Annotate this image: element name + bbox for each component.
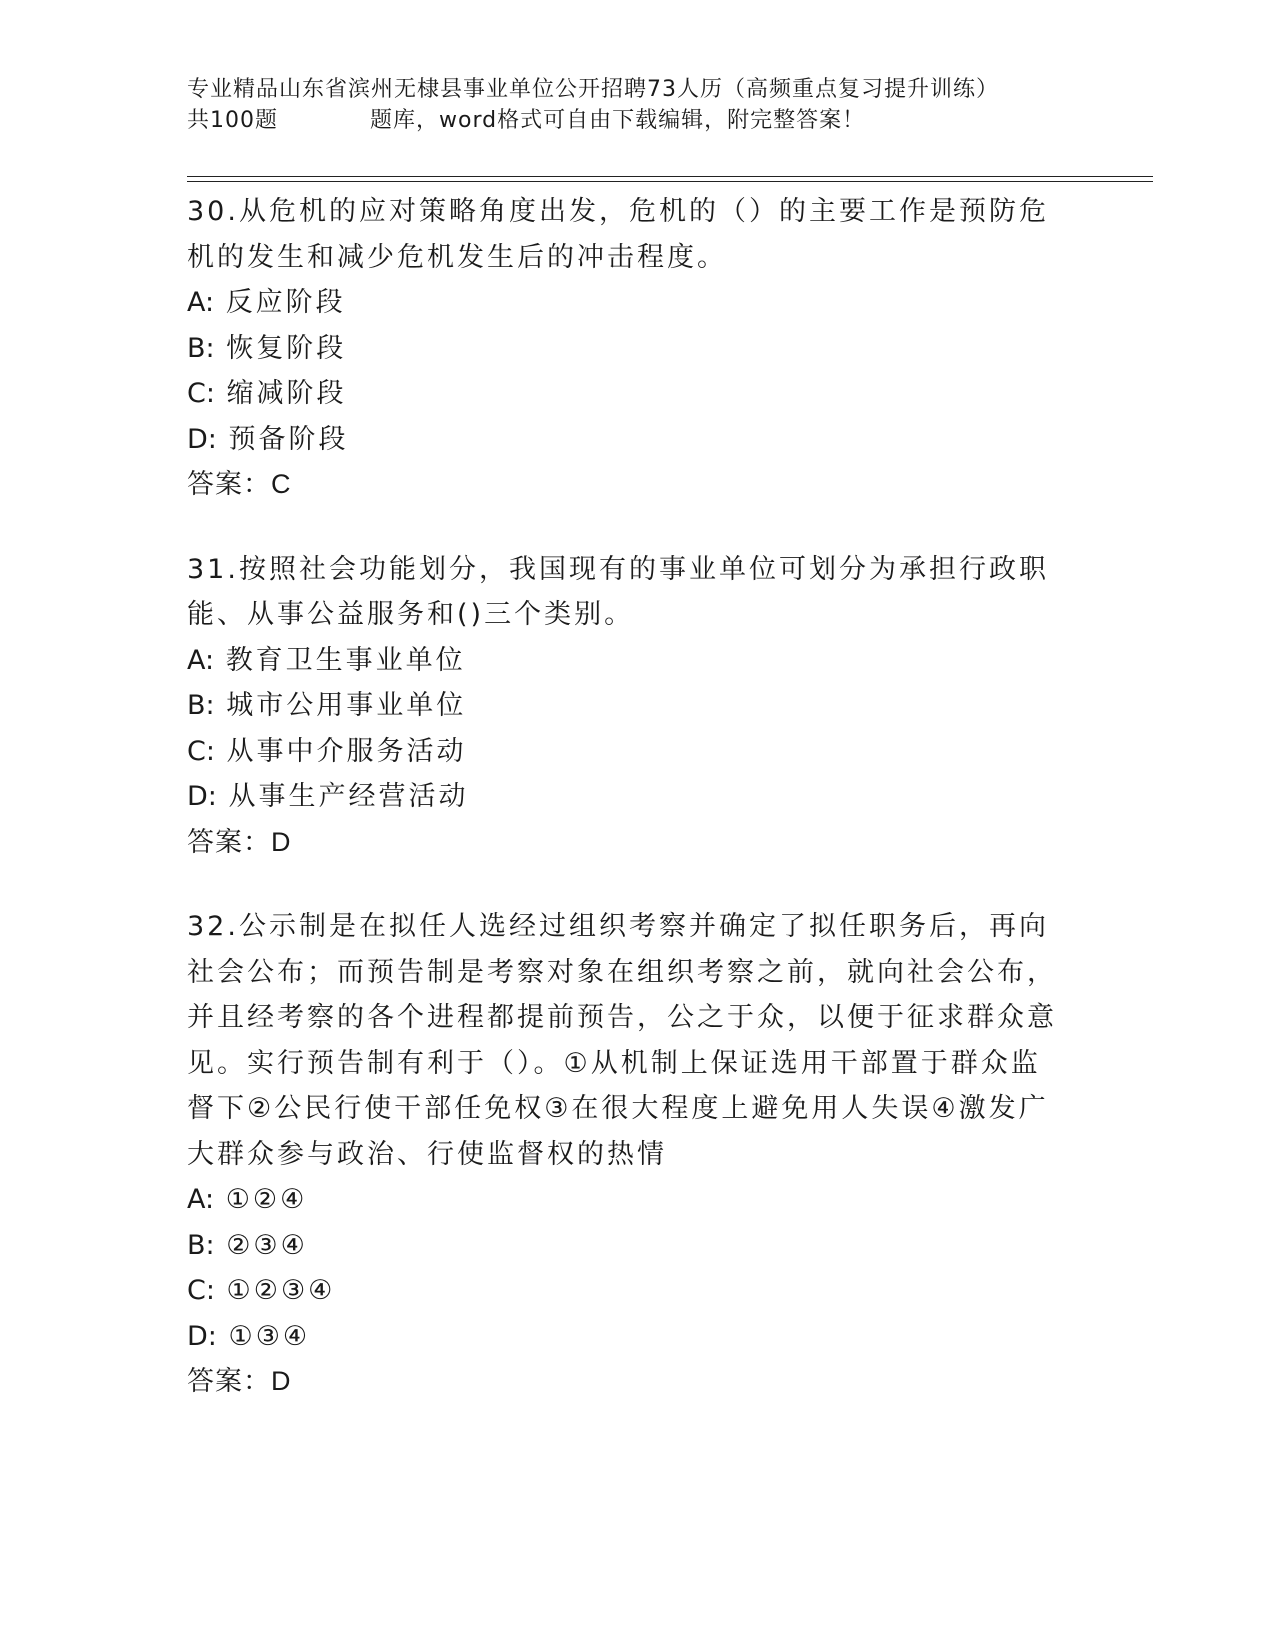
- option-letter: C:: [187, 378, 215, 409]
- option-text: 教育卫生事业单位: [225, 644, 466, 676]
- header-question-count: 共100题: [187, 108, 278, 133]
- option-text: 从事生产经营活动: [228, 781, 469, 812]
- option-d: [187, 417, 1087, 463]
- option-b: [187, 1223, 1087, 1269]
- option-a: [187, 1177, 1087, 1223]
- document-header: [187, 74, 1087, 136]
- option-letter: C:: [187, 1275, 215, 1306]
- option-b: [187, 683, 1087, 729]
- question-list: [187, 189, 1087, 1444]
- option-text: 反应阶段: [225, 287, 346, 318]
- option-text: 恢复阶段: [226, 332, 347, 364]
- option-text: ①③④: [228, 1320, 311, 1352]
- option-letter: A:: [187, 644, 215, 676]
- header-download-note: 题库，word格式可自由下载编辑，附完整答案！: [370, 108, 866, 133]
- option-a: [187, 280, 1087, 326]
- option-letter: A:: [187, 1184, 215, 1215]
- option-c: [187, 1268, 1087, 1314]
- option-c: [187, 371, 1087, 417]
- option-text: 城市公用事业单位: [226, 690, 467, 721]
- header-subtitle-line: [187, 105, 1087, 136]
- question-31: [187, 547, 1087, 866]
- option-d: [187, 774, 1087, 820]
- answer-line: 答案：D: [187, 1366, 292, 1396]
- question-text: 30.从危机的应对策略角度出发，危机的（）的主要工作是预防危机的发生和减少危机发生后的冲击程度。: [187, 196, 1049, 273]
- answer-line: 答案：C: [187, 469, 292, 499]
- option-text: ①②③④: [226, 1275, 336, 1306]
- header-divider-top: [187, 176, 1153, 177]
- option-d: [187, 1314, 1087, 1360]
- option-text: 缩减阶段: [226, 378, 347, 409]
- question-32: [187, 904, 1087, 1405]
- option-letter: D:: [187, 781, 217, 812]
- option-text: 从事中介服务活动: [226, 735, 467, 767]
- option-letter: A:: [187, 287, 215, 318]
- option-b: [187, 326, 1087, 372]
- question-text: 31.按照社会功能划分，我国现有的事业单位可划分为承担行政职能、从事公益服务和()三个类别。: [187, 553, 1049, 630]
- option-letter: B:: [187, 332, 215, 364]
- option-letter: C:: [187, 735, 215, 767]
- option-letter: B:: [187, 690, 215, 721]
- header-divider-bottom: [187, 181, 1153, 182]
- option-a: [187, 638, 1087, 684]
- option-text: 预备阶段: [228, 423, 349, 455]
- option-c: [187, 729, 1087, 775]
- option-letter: D:: [187, 423, 217, 455]
- header-title-line: 专业精品山东省滨州无棣县事业单位公开招聘73人历（高频重点复习提升训练）: [187, 77, 999, 102]
- option-text: ②③④: [226, 1229, 308, 1261]
- option-letter: B:: [187, 1229, 215, 1261]
- option-letter: D:: [187, 1320, 217, 1352]
- question-text: 32.公示制是在拟任人选经过组织考察并确定了拟任职务后，再向社会公布；而预告制是考察对象在组织考察之前，就向社会公布，并且经考察的各个进程都提前预告，公之于众，以便于征求群众意见。实行预告制有利于（）。①从机制上保证选用干部置于群众监督下②公民行使干部任免权③在很大程度上避免用人失误④激发广大群众参与政治、行使监督权的热情: [187, 911, 1057, 1170]
- question-30: [187, 189, 1087, 508]
- option-text: ①②④: [225, 1184, 308, 1215]
- answer-line: 答案：D: [187, 826, 292, 857]
